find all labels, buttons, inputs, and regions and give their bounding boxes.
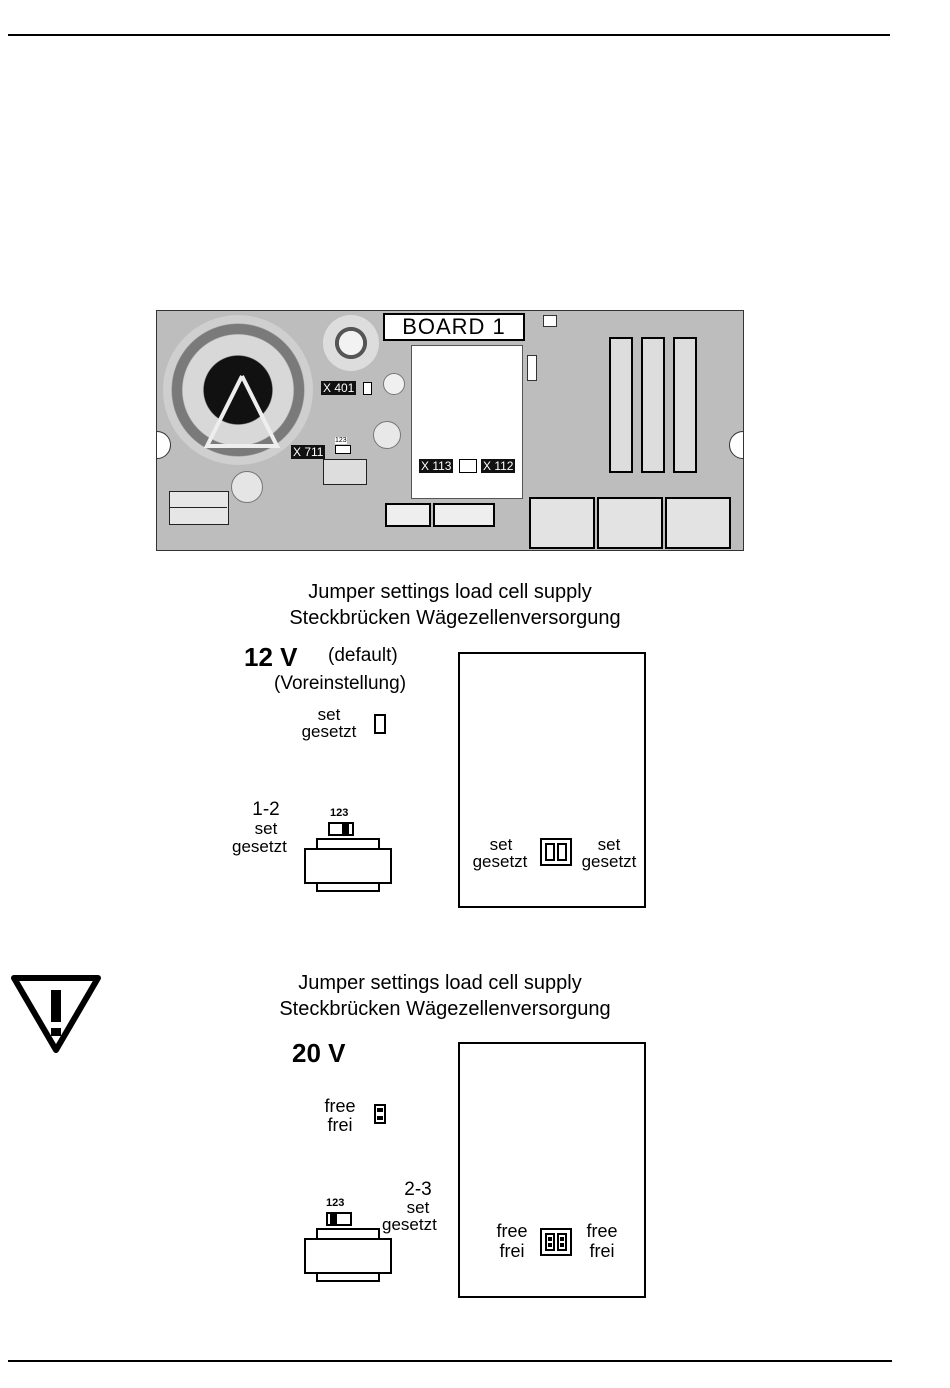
- capacitor: [323, 315, 379, 371]
- transformer-12v-bottom: [316, 882, 380, 892]
- section2-jumper-en: set: [406, 1198, 430, 1217]
- section1-right-de: gesetzt: [581, 852, 637, 871]
- capacitor: [373, 421, 401, 449]
- section1-left-de: gesetzt: [472, 852, 528, 871]
- section2-right-en: free: [586, 1221, 618, 1241]
- warning-triangle-icon: [10, 974, 102, 1056]
- connector-label-x401: X 401: [323, 381, 355, 395]
- section2-voltage: 20 V: [292, 1038, 346, 1068]
- section1-default-de: (Voreinstellung): [274, 673, 407, 694]
- terminal-block: [169, 491, 229, 525]
- board-notch-left: [156, 431, 171, 459]
- section2-jumper-de: gesetzt: [382, 1215, 437, 1234]
- section2-legend-en: free: [324, 1096, 356, 1116]
- section1-pins: 123: [330, 807, 349, 819]
- connector-label-x711: X 711: [293, 445, 324, 459]
- toroid-wires: [197, 371, 287, 451]
- top-rule: [8, 34, 890, 36]
- section1-right-en: set: [597, 835, 621, 854]
- section2-left-de: frei: [499, 1241, 525, 1261]
- connector-label-x113: X 113: [421, 459, 452, 473]
- transformer-20v-bottom: [316, 1272, 380, 1282]
- board-notch-right: [729, 431, 744, 459]
- transformer-12v: [304, 848, 392, 884]
- header-connector: [433, 503, 495, 527]
- section1-jumper-pos: 1-2: [252, 799, 280, 820]
- section1-jumper-en: set: [254, 819, 278, 838]
- section1-legend-en: set: [317, 705, 341, 724]
- transformer: [323, 459, 367, 485]
- transformer-12v-top: [316, 838, 380, 850]
- section1-heading-de: Steckbrücken Wägezellenversorgung: [289, 607, 621, 629]
- pcb-module: [411, 345, 523, 499]
- section2-heading-de: Steckbrücken Wägezellenversorgung: [279, 998, 611, 1020]
- section1-left-en: set: [489, 835, 513, 854]
- connector-block: [665, 497, 731, 549]
- transformer-20v-top: [316, 1228, 380, 1240]
- section2-legend-de: frei: [327, 1115, 353, 1135]
- jumper-set-legend-icon: [374, 714, 386, 734]
- capacitor: [383, 373, 405, 395]
- board-title: BOARD 1: [383, 313, 525, 341]
- section1-voltage: 12 V: [244, 642, 298, 672]
- jumper-x711-icon: [335, 445, 351, 454]
- capacitor: [231, 471, 263, 503]
- section2-pins: 123: [326, 1197, 345, 1209]
- header-connector: [385, 503, 431, 527]
- bottom-rule: [8, 1360, 892, 1362]
- section1-heading-en: Jumper settings load cell supply: [308, 581, 592, 603]
- connector-label-x112: X 112: [483, 459, 514, 473]
- jumper-free-legend-icon: [374, 1104, 386, 1124]
- slot: [673, 337, 697, 473]
- section1-legend-de: gesetzt: [301, 722, 357, 741]
- jumper-x113-icon: [459, 459, 477, 473]
- transformer-20v: [304, 1238, 392, 1274]
- connector-block: [597, 497, 663, 549]
- section2-jumper-pos: 2-3: [404, 1179, 432, 1200]
- section2-left-en: free: [496, 1221, 528, 1241]
- board-photo: [156, 310, 744, 551]
- slot: [641, 337, 665, 473]
- pin-numbers: 123: [335, 437, 347, 444]
- section2-heading-en: Jumper settings load cell supply: [298, 972, 582, 994]
- section1-jumper-de: gesetzt: [232, 837, 287, 856]
- jumper-x711-12v-icon: [328, 822, 354, 836]
- section2-right-de: frei: [589, 1241, 615, 1261]
- section1-default-en: (default): [328, 645, 398, 666]
- connector-block: [529, 497, 595, 549]
- slot: [609, 337, 633, 473]
- jumper-x401-icon: [363, 382, 372, 395]
